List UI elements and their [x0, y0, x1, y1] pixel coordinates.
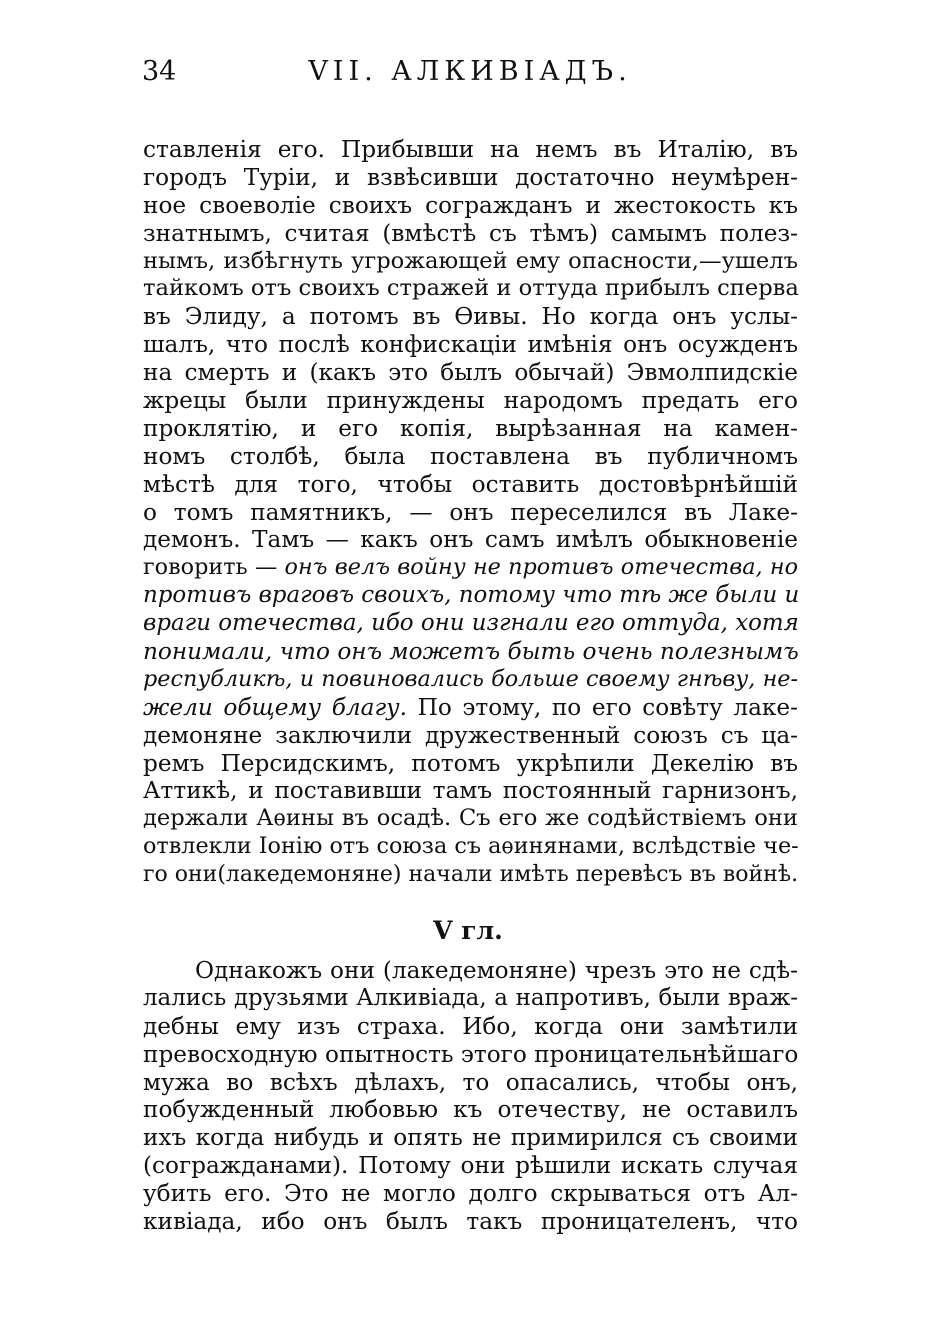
text-line: номъ столбѣ, была поставлена въ публичномъ — [143, 442, 798, 470]
text-line: ное своеволіе своихъ согражданъ и жестокость къ — [143, 191, 798, 219]
text-line: въ Элиду, а потомъ въ Ѳивы. Но когда онъ услы- — [143, 303, 798, 331]
text-line: жели общему благу. По этому, по его совѣту лаке- — [143, 693, 798, 721]
text-line: о томъ памятникъ, — онъ переселился въ Лаке- — [143, 498, 798, 526]
text-line: говорить — онъ велъ войну не противъ отечества, но — [143, 554, 798, 581]
text-line: проклятію, и его копія, вырѣзанная на камен- — [143, 414, 798, 442]
running-title: VII. АЛКИВІАДЪ. — [308, 56, 632, 87]
text-line: го они(лакедемоняне) начали имѣть перевѣсъ въ войнѣ. — [143, 862, 799, 888]
text-line: жрецы были принуждены народомъ предать его — [143, 387, 798, 415]
text-line: отвлекли Іонію отъ союза съ аѳинянами, вслѣдствіе че- — [143, 833, 799, 860]
text-line: знатнымъ, считая (вмѣстѣ съ тѣмъ) самымъ полез- — [143, 219, 798, 247]
text-line: держали Аѳины въ осадѣ. Съ его же содѣйствіемъ они — [143, 805, 798, 832]
text-line: дебны ему изъ страха. Ибо, когда они замѣтили — [143, 1012, 798, 1040]
text-line: на смерть и (какъ это былъ обычай) Эвмолпидскіе — [143, 359, 798, 387]
text-line: шалъ, что послѣ конфискаціи имѣнія онъ осужденъ — [143, 331, 798, 359]
text-line: ихъ когда нибудь и опять не примирился съ своими — [143, 1124, 798, 1152]
quotation-line: республикѣ, и повиновались больше своему гнѣву, не- — [143, 665, 798, 692]
text-line: лались друзьями Алкивіада, а напротивъ, были враж- — [143, 984, 798, 1011]
text-line: Однакожъ они (лакедемоняне) чрезъ это не сдѣ- — [195, 957, 798, 984]
text-line: мужа во всѣхъ дѣлахъ, то опасались, чтобы онъ, — [143, 1068, 798, 1096]
text-line: тайкомъ отъ своихъ стражей и оттуда прибылъ сперва — [143, 275, 799, 302]
paragraph-1 — [143, 136, 798, 889]
text-line: демоняне заключили дружественный союзъ съ ца- — [143, 721, 798, 749]
text-line: (согражданами). Потому они рѣшили искать случая — [143, 1152, 798, 1180]
paragraph-2 — [143, 957, 798, 1236]
text-line: городъ Туріи, и взвѣсивши достаточно неумѣрен- — [143, 163, 798, 191]
page-header — [140, 56, 800, 100]
text-line: превосходную опытность этого проницательнѣйшаго — [143, 1040, 799, 1068]
text-line: демонъ. Тамъ — какъ онъ самъ имѣлъ обыкновеніе — [143, 526, 798, 554]
text-line: убить его. Это не могло долго скрываться отъ Ал- — [143, 1180, 798, 1208]
text-line: мѣстѣ для того, чтобы оставить достовѣрнѣйшій — [143, 470, 798, 498]
quotation-line: враги отечества, ибо они изгнали его оттуда, хотя — [143, 610, 799, 637]
quotation-italic: онъ велъ войну не противъ отечества, но — [284, 554, 798, 581]
text-line: Аттикѣ, и поставивши тамъ постоянный гарнизонъ, — [143, 777, 798, 805]
chapter-heading: V гл. — [433, 916, 503, 945]
quotation-italic: жели общему благу. — [143, 693, 407, 721]
text-line: кивіада, ибо онъ былъ такъ проницателенъ, что — [143, 1208, 798, 1236]
page-number: 34 — [142, 56, 177, 87]
text-line: побужденный любовью къ отечеству, не оставилъ — [143, 1096, 798, 1124]
text-line: ремъ Персидскимъ, потомъ укрѣпили Декелію въ — [143, 749, 798, 777]
quotation-line: противъ враговъ своихъ, потому что тѣ же были и — [143, 582, 800, 609]
text-line: ставленія его. Прибывши на немъ въ Италію, въ — [143, 136, 798, 163]
text-line: нымъ, избѣгнуть угрожающей ему опасности,—ушелъ — [143, 247, 798, 274]
quotation-line: понимали, что онъ можетъ быть очень полезнымъ — [143, 638, 799, 666]
